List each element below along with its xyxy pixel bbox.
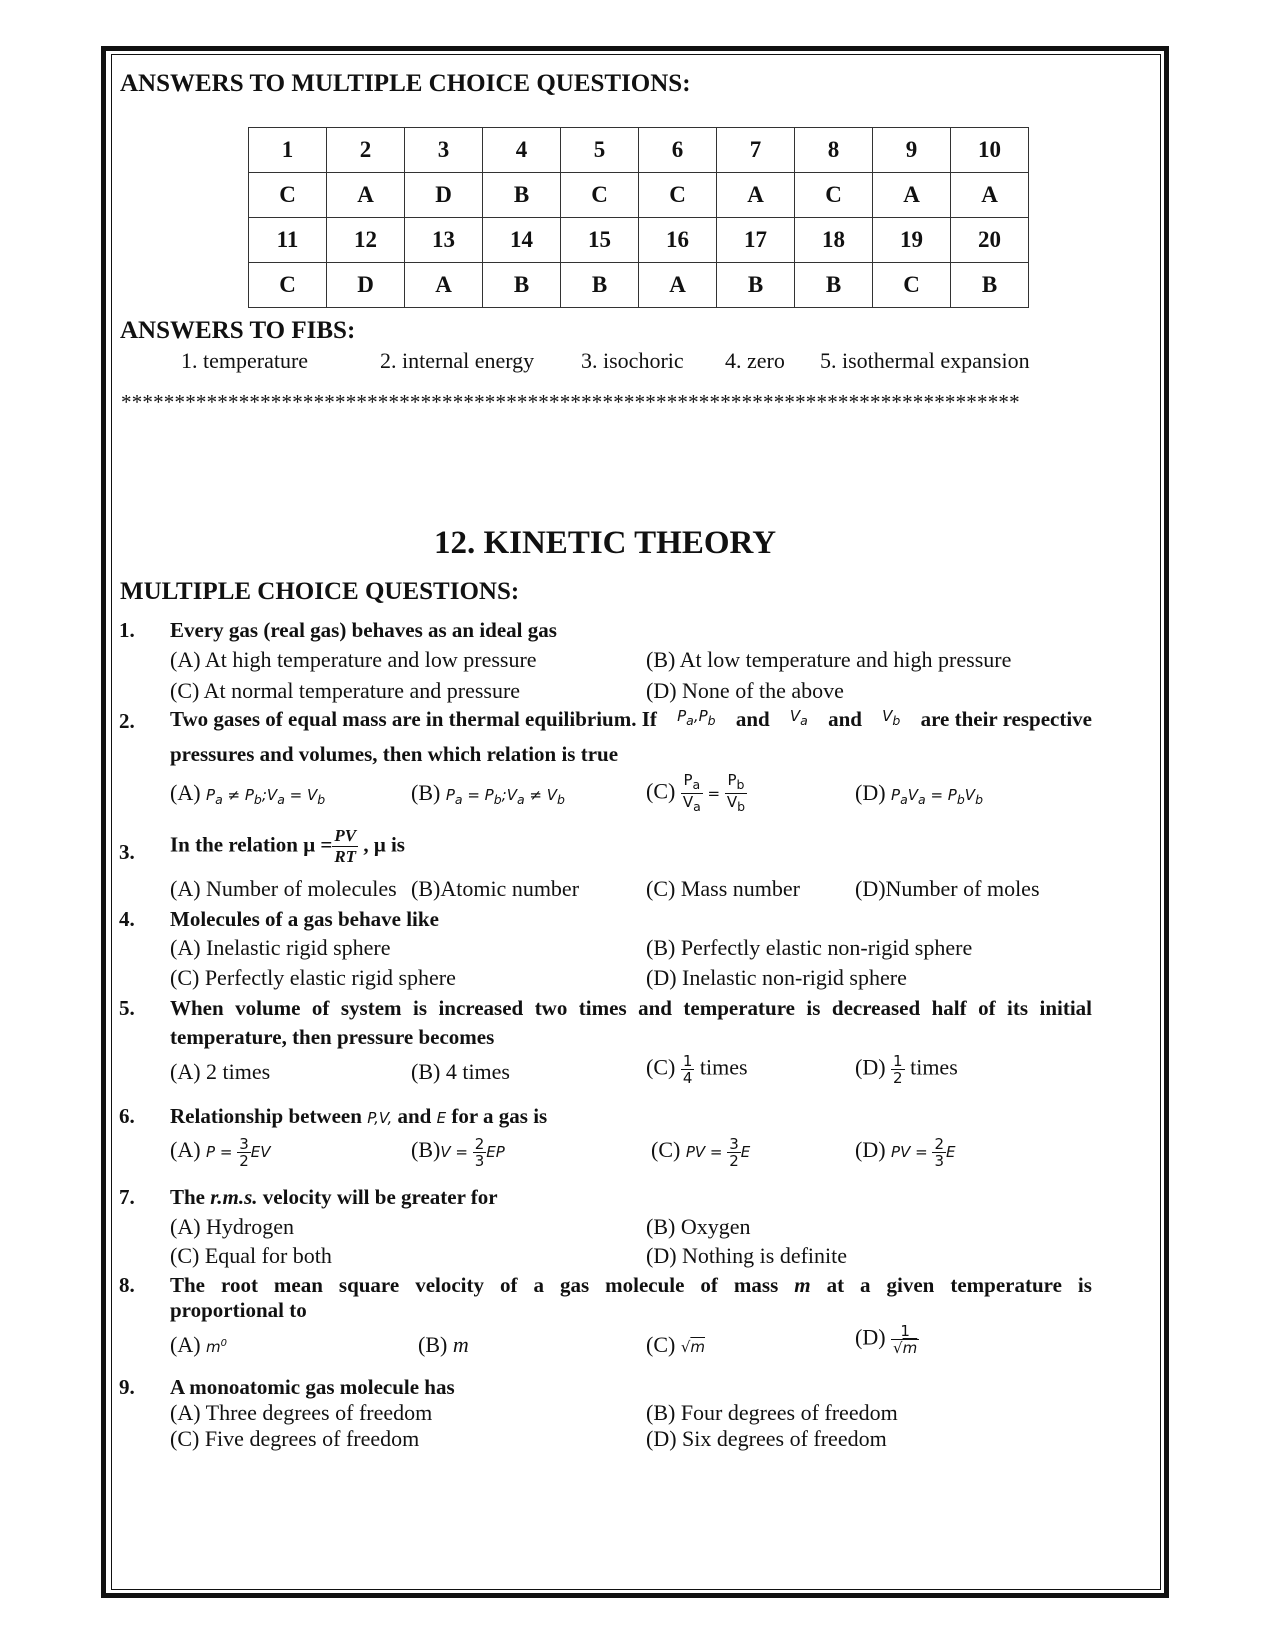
question-word: mean <box>273 1273 323 1297</box>
question-word: molecule <box>605 1273 685 1297</box>
question-number-cell: 11 <box>249 218 327 263</box>
fraction-denominator: 4 <box>682 1069 693 1087</box>
option-d <box>855 780 983 807</box>
question-number: 4. <box>119 907 135 931</box>
math-expression: V = $\frac{2}{3}$ EP <box>440 1135 505 1170</box>
math-fraction <box>332 826 358 867</box>
question-number-cell: 10 <box>951 128 1029 173</box>
answer-number-row <box>249 218 1029 263</box>
math-fraction: $\frac{P_b}{V_b}$ <box>726 771 746 814</box>
option-label: (D) <box>855 1054 886 1080</box>
option-c: (C) Perfectly elastic rigid sphere <box>170 965 456 990</box>
answer-letter-cell: C <box>639 173 717 218</box>
question-text-part: and <box>735 707 770 731</box>
question-number-cell: 19 <box>873 218 951 263</box>
question-number-cell: 14 <box>483 218 561 263</box>
question-word: at <box>826 1273 845 1297</box>
answer-letter-cell: A <box>873 173 951 218</box>
math-fraction: $\frac{1}{√m}$ <box>893 1322 918 1357</box>
math-expression: $P_a$ ≠ $P_b;V_a = V_b$ <box>206 786 326 807</box>
option-a <box>170 1136 271 1169</box>
math-var-m: m <box>452 1332 469 1357</box>
question-text-line2: pressures and volumes, then which relation is true <box>170 742 619 766</box>
option-a: (A) Three degrees of freedom <box>170 1400 433 1425</box>
question-text: Every gas (real gas) behaves as an ideal gas <box>170 618 557 642</box>
math-expression: PV = $\frac{2}{3}$ E <box>891 1135 956 1170</box>
question-number-cell: 13 <box>405 218 483 263</box>
option-c: (C) $\frac{P_a}{V_a}$ = $\frac{P_b}{V_b}$ <box>646 771 746 814</box>
option-label: (D) <box>855 1324 886 1350</box>
question-number-cell: 20 <box>951 218 1029 263</box>
question-number: 1. <box>119 618 135 642</box>
option-c: (C) Mass number <box>646 876 800 901</box>
question-number-cell: 1 <box>249 128 327 173</box>
option-suffix: times <box>699 1054 748 1080</box>
question-text-part: and <box>828 707 862 731</box>
fraction-numerator: 1 <box>893 1052 903 1070</box>
option-c: (C) Equal for both <box>170 1243 332 1268</box>
option-c <box>646 1332 705 1358</box>
math-expression: $P_a$ = $P_b;V_a \ne V_b$ <box>445 786 565 807</box>
math-fraction <box>681 1053 695 1086</box>
question-word: velocity <box>415 1273 484 1297</box>
answer-letter-cell: B <box>483 263 561 308</box>
answer-letter-cell: A <box>639 263 717 308</box>
question-text-part: In the relation μ = <box>170 832 333 857</box>
option-d: (D) Nothing is definite <box>646 1243 848 1268</box>
question-number-cell: 17 <box>717 218 795 263</box>
answer-letter-cell: A <box>951 173 1029 218</box>
option-label: (D) <box>855 780 886 805</box>
option-a <box>170 780 325 807</box>
math-expression: √m <box>680 1338 706 1356</box>
question-number: 9. <box>119 1375 135 1399</box>
math-expression: P = $\frac{3}{2}$ EV <box>206 1135 271 1170</box>
option-d <box>855 1136 956 1169</box>
question-number: 3. <box>119 840 135 864</box>
answer-letter-cell: A <box>327 173 405 218</box>
option-label: (C) <box>646 1332 676 1357</box>
question-text-part: and <box>397 1104 432 1128</box>
question-number: 2. <box>119 709 135 733</box>
question-number-cell: 8 <box>795 128 873 173</box>
fib-answer-3: 3. isochoric <box>581 348 684 373</box>
math-expression: PV = $\frac{3}{2}$ E <box>685 1135 751 1170</box>
answer-letter-row <box>249 173 1029 218</box>
answer-letter-cell: B <box>717 263 795 308</box>
question-text-part: , μ is <box>363 832 405 857</box>
question-number-cell: 15 <box>561 218 639 263</box>
answer-letter-cell: B <box>561 263 639 308</box>
question-text-part: The <box>170 1185 206 1209</box>
answer-letter-cell: B <box>483 173 561 218</box>
question-text-part: velocity will be greater for <box>262 1185 498 1209</box>
question-word: a <box>860 1273 871 1297</box>
option-b: (B) Perfectly elastic non-rigid sphere <box>646 935 973 960</box>
answer-table <box>248 127 1029 308</box>
fraction-denominator: RT <box>334 847 357 866</box>
question-word: root <box>221 1273 258 1297</box>
question-number-cell: 16 <box>639 218 717 263</box>
question-text <box>170 707 1092 732</box>
question-number-cell: 9 <box>873 128 951 173</box>
question-number-cell: 4 <box>483 128 561 173</box>
answer-letter-cell: D <box>327 263 405 308</box>
question-text-part: Two gases of equal mass are in thermal equilibrium. If <box>170 707 657 731</box>
question-text <box>170 826 405 867</box>
answer-number-row <box>249 128 1029 173</box>
option-d <box>855 1323 919 1356</box>
math-vb: $V_b$ <box>882 707 901 728</box>
question-word: mass <box>733 1273 779 1297</box>
option-label: (C) <box>651 1137 681 1162</box>
option-label: (D) <box>855 1137 886 1162</box>
math-pa-pb: $P_a,P_b$ <box>677 707 716 728</box>
answer-letter-row <box>249 263 1029 308</box>
answer-letter-cell: C <box>561 173 639 218</box>
option-b: (B) At low temperature and high pressure <box>646 647 1012 672</box>
question-number: 5. <box>119 996 135 1020</box>
option-a <box>170 1332 227 1358</box>
option-b <box>411 1136 505 1169</box>
question-word: temperature <box>950 1273 1062 1297</box>
question-number: 8. <box>119 1273 135 1297</box>
question-text: When volume of system is increased two times and temperature is decreased half of its initial <box>170 996 1092 1020</box>
math-vars: P,V, <box>367 1109 393 1127</box>
question-word: gas <box>559 1273 590 1297</box>
math-fraction <box>891 1053 905 1086</box>
question-word: a <box>533 1273 544 1297</box>
answer-letter-cell: A <box>405 263 483 308</box>
question-text: Molecules of a gas behave like <box>170 907 439 931</box>
option-d: (D)Number of moles <box>855 876 1040 901</box>
option-label: (C) <box>646 778 676 804</box>
fib-answer-1: 1. temperature <box>181 348 309 373</box>
question-text <box>170 1185 498 1210</box>
math-expression: $m^0$ <box>206 1338 228 1356</box>
question-number-cell: 2 <box>327 128 405 173</box>
answers-fib-heading: ANSWERS TO FIBS: <box>120 317 356 344</box>
question-word: of <box>700 1273 718 1297</box>
option-a: (A) At high temperature and low pressure <box>170 647 537 672</box>
question-number: 6. <box>119 1104 135 1128</box>
option-b <box>418 1332 469 1358</box>
option-c: (C) At normal temperature and pressure <box>170 678 521 703</box>
option-label: (C) <box>646 1054 676 1080</box>
question-number-cell: 12 <box>327 218 405 263</box>
question-number-cell: 7 <box>717 128 795 173</box>
option-d: (D) None of the above <box>646 678 844 703</box>
math-var-e: E <box>436 1109 447 1127</box>
fraction-denominator: 2 <box>893 1069 903 1087</box>
fib-answer-4: 4. zero <box>725 348 785 373</box>
fib-answer-5: 5. isothermal expansion <box>820 348 1030 373</box>
question-text-part: are their respective <box>920 707 1092 731</box>
option-c <box>646 1053 748 1086</box>
answer-letter-cell: A <box>717 173 795 218</box>
option-label: (A) <box>170 1332 201 1357</box>
option-a: (A) 2 times <box>170 1059 271 1084</box>
fib-answer-2: 2. internal energy <box>380 348 535 373</box>
answers-mcq-heading: ANSWERS TO MULTIPLE CHOICE QUESTIONS: <box>120 70 691 97</box>
answer-letter-cell: C <box>873 263 951 308</box>
option-d: (D) Six degrees of freedom <box>646 1426 887 1451</box>
chapter-title: 12. KINETIC THEORY <box>433 525 777 561</box>
option-suffix: times <box>910 1054 958 1080</box>
option-a: (A) Number of molecules <box>170 876 397 901</box>
question-word: of <box>499 1273 518 1297</box>
question-number-cell: 3 <box>405 128 483 173</box>
option-b: (B) Four degrees of freedom <box>646 1400 898 1425</box>
question-number-cell: 5 <box>561 128 639 173</box>
question-word: square <box>338 1273 400 1297</box>
answer-letter-cell: B <box>951 263 1029 308</box>
question-text-italic: r.m.s. <box>210 1185 258 1209</box>
question-text <box>170 1104 547 1129</box>
option-b <box>411 780 565 807</box>
question-word: is <box>1077 1273 1092 1297</box>
option-d <box>855 1053 958 1086</box>
section-divider: ************************************************************************************ <box>121 390 1020 414</box>
option-b: (B) 4 times <box>411 1059 510 1084</box>
question-number-cell: 18 <box>795 218 873 263</box>
option-a: (A) Hydrogen <box>170 1214 295 1239</box>
question-text: A monoatomic gas molecule has <box>170 1375 455 1399</box>
question-number: 7. <box>119 1185 135 1209</box>
option-c: (C) Five degrees of freedom <box>170 1426 420 1451</box>
mcq-heading: MULTIPLE CHOICE QUESTIONS: <box>120 578 520 605</box>
question-word: given <box>886 1273 935 1297</box>
option-b: (B)Atomic number <box>411 876 580 901</box>
math-expression: $P_aV_a = P_bV_b$ <box>891 786 983 807</box>
answer-letter-cell: C <box>795 173 873 218</box>
answer-letter-cell: D <box>405 173 483 218</box>
math-va: $V_a$ <box>789 707 808 728</box>
answer-letter-cell: B <box>795 263 873 308</box>
option-label: (B) <box>418 1332 448 1357</box>
math-fraction: $\frac{P_a}{V_a}$ <box>682 771 701 814</box>
fraction-numerator: PV <box>334 826 357 845</box>
option-c <box>651 1136 750 1169</box>
answer-letter-cell: C <box>249 173 327 218</box>
option-b: (B) Oxygen <box>646 1214 751 1239</box>
question-text-part: Relationship between <box>170 1104 362 1128</box>
question-word: m <box>794 1273 811 1297</box>
option-label: (A) <box>170 780 201 805</box>
question-text <box>170 1273 1092 1298</box>
question-text-line2: proportional to <box>170 1298 307 1322</box>
question-text-part: for a gas is <box>451 1104 548 1128</box>
fraction-numerator: 1 <box>682 1052 693 1070</box>
option-label: (A) <box>170 1137 201 1162</box>
question-word: The <box>170 1273 206 1297</box>
question-text-line2: temperature, then pressure becomes <box>170 1025 495 1049</box>
option-label: (B) <box>411 1137 441 1162</box>
question-number-cell: 6 <box>639 128 717 173</box>
option-label: (B) <box>411 780 441 805</box>
answer-letter-cell: C <box>249 263 327 308</box>
option-a: (A) Inelastic rigid sphere <box>170 935 391 960</box>
option-d: (D) Inelastic non-rigid sphere <box>646 965 907 990</box>
